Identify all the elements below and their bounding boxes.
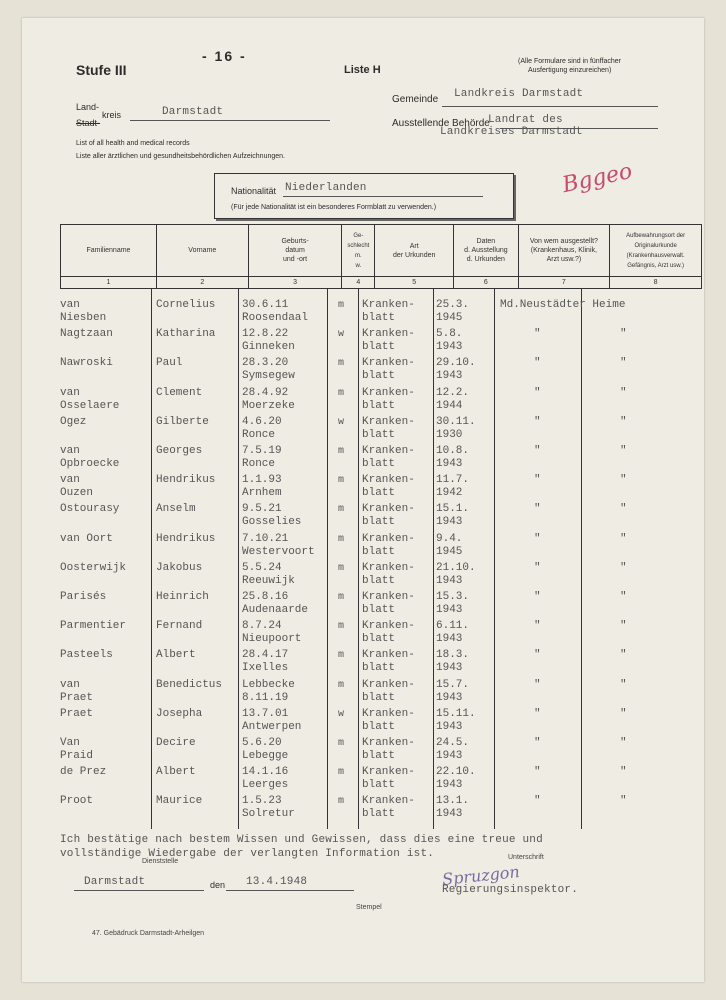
printer-line: 47. Gebädruck Darmstadt-Arheilgen <box>92 930 205 937</box>
cell-issued-by: " <box>534 561 541 574</box>
cell-family-name: van Ouzen <box>60 474 94 500</box>
col-num-7: 7 <box>518 277 610 289</box>
cell-document-type: Kranken- blatt <box>362 328 415 354</box>
cell-issue-date: 15.3. 1943 <box>436 591 470 616</box>
col-header-5: Art der Urkunden <box>375 225 454 277</box>
cell-document-type: Kranken- blatt <box>362 707 415 733</box>
landkreis-label-kreis: kreis <box>102 110 122 120</box>
cell-document-type: Kranken- blatt <box>362 299 415 324</box>
cell-document-type: Kranken- blatt <box>362 591 415 616</box>
cell-document-type: Kranken- blatt <box>362 474 415 500</box>
cell-family-name: Ogez <box>60 415 87 428</box>
cell-family-name: van Praet <box>60 678 94 704</box>
cell-issue-date: 22.10. 1943 <box>436 766 476 792</box>
cell-sex: m <box>338 767 345 779</box>
table-row <box>60 416 700 445</box>
cell-family-name: van Osselaere <box>60 386 120 412</box>
cell-storage: " <box>620 445 627 457</box>
nationality-value: Niederlanden <box>285 182 367 194</box>
cell-first-name: Albert <box>156 766 196 779</box>
unterschrift-label: Unterschrift <box>508 854 544 861</box>
cell-sex: w <box>338 708 345 720</box>
cell-sex: w <box>338 329 345 341</box>
cell-family-name: Pasteels <box>60 649 113 662</box>
behoerde-value-2: Landkreises Darmstadt <box>440 126 583 138</box>
cell-issued-by: " <box>534 445 541 457</box>
cell-family-name: Oosterwijk <box>60 561 127 574</box>
page-number: - 16 - <box>202 48 247 64</box>
cell-birth: 7.5.19 Ronce <box>242 445 282 470</box>
col-num-3: 3 <box>248 277 342 289</box>
cell-issue-date: 10.8. 1943 <box>436 445 470 470</box>
landkreis-underline <box>130 120 330 121</box>
cell-document-type: Kranken- blatt <box>362 620 415 646</box>
cell-birth: 1.5.23 Solretur <box>242 795 295 821</box>
header-label-row <box>61 225 702 277</box>
cell-first-name: Paul <box>156 357 183 370</box>
cell-document-type: Kranken- blatt <box>362 766 415 792</box>
col-header-8: Aufbewahrungsort der Originalurkunde (Krankenhausverwalt. Gefängnis, Arzt usw.) <box>610 225 702 277</box>
cell-issued-by: Md.Neustädter Heime <box>500 299 626 311</box>
cell-birth: 12.8.22 Ginneken <box>242 328 295 354</box>
cell-sex: m <box>338 504 345 516</box>
table-row <box>60 533 700 562</box>
cell-sex: m <box>338 446 345 457</box>
table-row <box>60 328 700 357</box>
cell-family-name: Nawroski <box>60 357 113 370</box>
table-row <box>60 474 700 503</box>
dienststelle-label: Dienststelle <box>142 858 179 865</box>
cell-issued-by: " <box>534 707 541 720</box>
cell-first-name: Benedictus <box>156 678 223 691</box>
table-row <box>60 299 700 328</box>
cell-issued-by: " <box>534 737 541 749</box>
signature: Spruzgon <box>441 861 521 890</box>
landkreis-label-top: Land- <box>76 102 100 112</box>
landkreis-value: Darmstadt <box>162 106 224 118</box>
cell-issue-date: 21.10. 1943 <box>436 561 476 587</box>
table-row <box>60 562 700 591</box>
cell-issue-date: 12.2. 1944 <box>436 386 470 412</box>
cell-storage: " <box>620 532 627 545</box>
cell-document-type: Kranken- blatt <box>362 503 415 529</box>
cell-birth: 7.10.21 Westervoort <box>242 532 315 558</box>
cell-storage: " <box>620 766 627 779</box>
cell-sex: m <box>338 562 345 574</box>
cell-sex: m <box>338 796 345 808</box>
stufe-label: Stufe III <box>76 62 127 78</box>
col-header-7: Von wem ausgestellt? (Krankenhaus, Klinik, Arzt usw.?) <box>518 225 610 277</box>
cell-issue-date: 6.11. 1943 <box>436 620 470 646</box>
cell-family-name: Parisés <box>60 591 107 603</box>
cell-document-type: Kranken- blatt <box>362 737 415 762</box>
cell-issue-date: 15.1. 1943 <box>436 503 470 529</box>
cell-sex: m <box>338 475 345 487</box>
note-line-1: (Alle Formulare sind in fünffacher <box>518 58 621 65</box>
table-row <box>60 737 700 766</box>
table-row <box>60 591 700 620</box>
table-row <box>60 649 700 678</box>
cell-issued-by: " <box>534 474 541 487</box>
cell-issued-by: " <box>534 415 541 428</box>
cell-birth: 28.4.92 Moerzeke <box>242 386 295 412</box>
cell-storage: " <box>620 591 627 603</box>
red-stamp: Bggeo <box>560 158 635 199</box>
gemeinde-label: Gemeinde <box>392 94 439 105</box>
col-header-6: Daten d. Ausstellung d. Urkunden <box>454 225 518 277</box>
cell-first-name: Gilberte <box>156 415 209 428</box>
cell-storage: " <box>620 649 627 662</box>
cell-sex: m <box>338 592 345 603</box>
cell-storage: " <box>620 795 627 808</box>
cell-issue-date: 29.10. 1943 <box>436 357 476 383</box>
header-number-row <box>61 277 702 289</box>
cell-birth: 14.1.16 Leerges <box>242 766 289 792</box>
table-row <box>60 679 700 708</box>
cell-first-name: Josepha <box>156 707 203 720</box>
cell-first-name: Anselm <box>156 503 196 516</box>
cell-issued-by: " <box>534 503 541 516</box>
gemeinde-underline <box>442 106 658 107</box>
cell-family-name: Nagtzaan <box>60 328 113 341</box>
table-row <box>60 620 700 649</box>
cell-storage: " <box>620 328 627 341</box>
cell-first-name: Hendrikus <box>156 532 216 545</box>
cell-issue-date: 24.5. 1943 <box>436 737 470 762</box>
table-row <box>60 503 700 532</box>
cell-first-name: Jakobus <box>156 561 203 574</box>
cell-sex: m <box>338 738 345 749</box>
cell-issue-date: 25.3. 1945 <box>436 299 470 324</box>
document-page <box>22 18 704 982</box>
cell-issue-date: 9.4. 1945 <box>436 532 463 558</box>
cell-issued-by: " <box>534 649 541 662</box>
cell-document-type: Kranken- blatt <box>362 386 415 412</box>
cell-document-type: Kranken- blatt <box>362 678 415 704</box>
cell-storage: " <box>620 707 627 720</box>
cell-birth: 4.6.20 Ronce <box>242 415 282 441</box>
cell-document-type: Kranken- blatt <box>362 445 415 470</box>
liste-label: Liste H <box>344 64 381 76</box>
col-num-5: 5 <box>375 277 454 289</box>
cell-issued-by: " <box>534 357 541 370</box>
cell-storage: " <box>620 503 627 516</box>
cell-issued-by: " <box>534 795 541 808</box>
cell-issue-date: 15.7. 1943 <box>436 678 470 704</box>
table-row <box>60 795 700 824</box>
cell-first-name: Katharina <box>156 328 216 341</box>
cell-birth: 30.6.11 Roosendaal <box>242 299 309 324</box>
cell-first-name: Fernand <box>156 620 203 633</box>
cell-sex: m <box>338 533 345 545</box>
cell-document-type: Kranken- blatt <box>362 415 415 441</box>
cell-family-name: Parmentier <box>60 620 127 633</box>
behoerde-value-1: Landrat des <box>488 114 563 126</box>
list-german: Liste aller ärztlichen und gesundheitsbehördlichen Aufzeichnungen. <box>76 153 285 160</box>
cell-birth: 1.1.93 Arnhem <box>242 474 282 500</box>
cell-first-name: Maurice <box>156 795 203 808</box>
stempel-label: Stempel <box>356 904 382 911</box>
cell-storage: " <box>620 415 627 428</box>
cell-first-name: Hendrikus <box>156 474 216 487</box>
cell-issued-by: " <box>534 386 541 399</box>
cell-birth: 25.8.16 Audenaarde <box>242 591 309 616</box>
confirmation-line-1: Ich bestätige nach bestem Wissen und Gewissen, dass dies eine treue und <box>60 834 543 846</box>
cell-birth: 9.5.21 Gosselies <box>242 503 302 529</box>
cell-storage: " <box>620 357 627 370</box>
col-header-1: Familienname <box>61 225 157 277</box>
cell-storage: " <box>620 620 627 633</box>
cell-birth: 5.5.24 Reeuwijk <box>242 561 295 587</box>
cell-family-name: van Oort <box>60 532 113 545</box>
col-header-3: Geburts- datum und -ort <box>248 225 342 277</box>
cell-issued-by: " <box>534 532 541 545</box>
cell-first-name: Decire <box>156 737 196 749</box>
cell-issued-by: " <box>534 766 541 779</box>
cell-first-name: Cornelius <box>156 299 216 311</box>
cell-sex: m <box>338 387 345 399</box>
cell-storage: " <box>620 737 627 749</box>
cell-family-name: van Opbroecke <box>60 445 120 470</box>
cell-family-name: van Niesben <box>60 299 107 324</box>
col-num-6: 6 <box>454 277 518 289</box>
cell-birth: Lebbecke 8.11.19 <box>242 678 295 704</box>
cell-document-type: Kranken- blatt <box>362 561 415 587</box>
table-header <box>60 224 702 289</box>
table-row <box>60 445 700 474</box>
landkreis-label-stadt: Stadt- <box>76 118 101 128</box>
cell-document-type: Kranken- blatt <box>362 357 415 383</box>
cell-sex: m <box>338 300 345 311</box>
den-label: den <box>210 880 226 890</box>
cell-family-name: Ostourasy <box>60 503 120 516</box>
list-english: List of all health and medical records <box>76 140 190 147</box>
table-row <box>60 766 700 795</box>
cell-issue-date: 18.3. 1943 <box>436 649 470 675</box>
cell-sex: m <box>338 679 345 691</box>
cell-first-name: Albert <box>156 649 196 662</box>
cell-storage: " <box>620 678 627 691</box>
table-row <box>60 387 700 416</box>
cell-issued-by: " <box>534 591 541 603</box>
cell-document-type: Kranken- blatt <box>362 532 415 558</box>
cell-family-name: Proot <box>60 795 94 808</box>
date-underline <box>226 890 354 891</box>
cell-issued-by: " <box>534 620 541 633</box>
cell-issued-by: " <box>534 328 541 341</box>
cell-issue-date: 13.1. 1943 <box>436 795 470 821</box>
nationality-note: (Für jede Nationalität ist ein besonderes Formblatt zu verwenden.) <box>231 204 437 211</box>
col-header-4: Ge- schlecht m. w. <box>342 225 375 277</box>
cell-family-name: Praet <box>60 707 94 720</box>
cell-family-name: de Prez <box>60 766 107 779</box>
cell-birth: 5.6.20 Lebegge <box>242 737 289 762</box>
behoerde-label: Ausstellende Behörde <box>392 118 490 129</box>
cell-sex: m <box>338 650 345 662</box>
place-underline <box>74 890 204 891</box>
table-row <box>60 357 700 386</box>
cell-issue-date: 11.7. 1942 <box>436 474 470 500</box>
cell-birth: 13.7.01 Antwerpen <box>242 707 302 733</box>
cell-family-name: Van Praid <box>60 737 94 762</box>
col-num-2: 2 <box>156 277 248 289</box>
cell-first-name: Heinrich <box>156 591 209 603</box>
cell-issued-by: " <box>534 678 541 691</box>
note-line-2: Ausfertigung einzureichen) <box>528 67 612 74</box>
date-value: 13.4.1948 <box>246 876 308 888</box>
table-row <box>60 708 700 737</box>
nationality-underline <box>283 196 483 197</box>
cell-sex: m <box>338 621 345 633</box>
cell-sex: m <box>338 358 345 370</box>
col-num-8: 8 <box>610 277 702 289</box>
cell-issue-date: 15.11. 1943 <box>436 707 476 733</box>
col-num-1: 1 <box>61 277 157 289</box>
cell-first-name: Georges <box>156 445 203 457</box>
cell-storage: " <box>620 386 627 399</box>
cell-first-name: Clement <box>156 386 203 399</box>
cell-storage: " <box>620 561 627 574</box>
gemeinde-value: Landkreis Darmstadt <box>454 88 584 100</box>
col-header-2: Vorname <box>156 225 248 277</box>
col-num-4: 4 <box>342 277 375 289</box>
cell-document-type: Kranken- blatt <box>362 795 415 821</box>
cell-issue-date: 30.11. 1930 <box>436 415 476 441</box>
confirmation-line-2: vollständige Wiedergabe der verlangten Information ist. <box>60 848 435 860</box>
cell-birth: 28.4.17 Ixelles <box>242 649 289 675</box>
cell-birth: 28.3.20 Symsegew <box>242 357 295 383</box>
cell-issue-date: 5.8. 1943 <box>436 328 463 354</box>
cell-sex: w <box>338 416 345 428</box>
signer-title: Regierungsinspektor. <box>442 884 579 896</box>
cell-document-type: Kranken- blatt <box>362 649 415 675</box>
cell-storage: " <box>620 474 627 487</box>
nationality-label: Nationalität <box>231 186 277 196</box>
place-value: Darmstadt <box>84 876 146 888</box>
cell-birth: 8.7.24 Nieupoort <box>242 620 302 646</box>
nationality-box <box>214 173 514 219</box>
